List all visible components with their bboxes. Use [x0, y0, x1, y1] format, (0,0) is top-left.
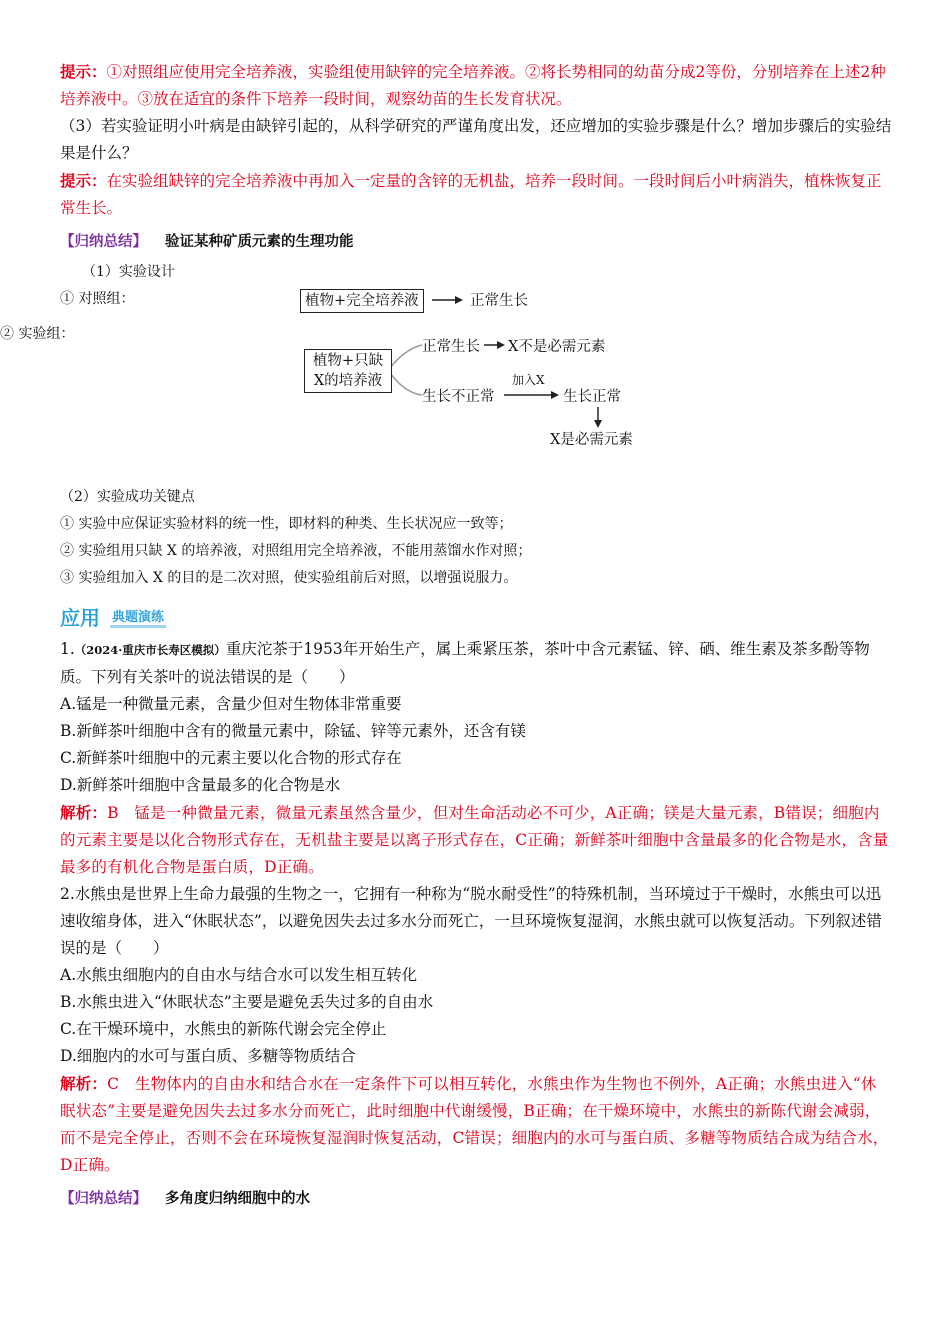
control-box: 植物+完全培养液 — [300, 289, 424, 313]
hint-text: 在实验组缺锌的完全培养液中再加入一定量的含锌的无机盐，培养一段时间。一段时间后小叶病消失，植株恢复正常生长。 — [60, 172, 882, 217]
summary-title: 多角度归纳细胞中的水 — [165, 1191, 310, 1207]
question-2-stem: 2.水熊虫是世界上生命力最强的生物之一，它拥有一种称为“脱水耐受性”的特殊机制，当环境过于干燥时，水熊虫可以迅速收缩身体，进入“休眠状态”，以避免因失去过多水分而死亡，一旦环境恢复湿润，水熊虫就可以恢复活动。下列叙述错误的是（ ） — [60, 885, 882, 957]
q2-option-c: C.在干燥环境中，水熊虫的新陈代谢会完全停止 — [60, 1020, 387, 1038]
q1-option-b: B.新鲜茶叶细胞中含有的微量元素中，除锰、锌等元素外，还含有镁 — [60, 722, 526, 740]
design-heading: （1）实验设计 — [82, 264, 175, 280]
summary-tag: 【归纳总结】 — [60, 234, 147, 250]
down-arrow-head — [594, 420, 602, 428]
q2-option-d: D.细胞内的水可与蛋白质、多糖等物质结合 — [60, 1047, 356, 1065]
keypoints-heading: （2）实验成功关键点 — [60, 489, 195, 505]
keypoint-3: ③ 实验组加入 X 的目的是二次对照，使实验组前后对照，以增强说服力。 — [60, 570, 518, 586]
hint-text: ①对照组应使用完全培养液，实验组使用缺锌的完全培养液。②将长势相同的幼苗分成2等份，分别培养在上述2种培养液中。③放在适宜的条件下培养一段时间，观察幼苗的生长发育状况。 — [60, 63, 886, 108]
add-x-label: 加入X — [512, 373, 545, 387]
q1-option-a: A.锰是一种微量元素，含量少但对生物体非常重要 — [60, 695, 402, 713]
application-banner — [60, 602, 892, 630]
branch-normal-result: X不是必需元素 — [508, 339, 606, 355]
q1-option-d: D.新鲜茶叶细胞中含量最多的化合物是水 — [60, 776, 341, 794]
q2-analysis — [60, 1070, 892, 1179]
summary-tag: 【归纳总结】 — [60, 1191, 147, 1207]
q1-source: （2024·重庆市长寿区模拟） — [74, 643, 226, 657]
q1-analysis — [60, 799, 892, 881]
q2-option-b: B.水熊虫进入“休眠状态”主要是避免丢失过多的自由水 — [60, 993, 434, 1011]
exp-box-line1: 植物+只缺 — [312, 353, 384, 369]
branch-lower-curve — [390, 373, 422, 395]
summary-heading — [60, 228, 892, 255]
hint-2 — [60, 167, 892, 222]
branch-abnormal: 生长不正常 — [422, 389, 495, 405]
question-1-stem — [60, 636, 892, 691]
exp-box-line2: X的培养液 — [313, 373, 383, 389]
banner-word: 应用 — [60, 606, 100, 630]
branch-normal: 正常生长 — [422, 339, 480, 355]
q1-number: 1. — [60, 640, 75, 658]
normal-arrow-head — [497, 341, 505, 349]
analysis-label: 解析： — [60, 803, 108, 822]
exp-box — [304, 349, 392, 393]
keypoint-2: ② 实验组用只缺 X 的培养液，对照组用完全培养液，不能用蒸馏水作对照； — [60, 543, 532, 559]
analysis-text: B 锰是一种微量元素，微量元素虽然含量少，但对生命活动必不可少，A正确；镁是大量元素，B错误；细胞内的元素主要是以化合物形式存在，无机盐主要是以离子形式存在，C正确；新鲜茶叶细胞中含量最多的化合物是水，含量最多的有机化合物是蛋白质，D正确。 — [60, 804, 889, 876]
hint-label: 提示： — [60, 62, 107, 81]
control-group-label: ① 对照组： — [60, 291, 135, 307]
page-content — [0, 58, 892, 1216]
summary-title: 验证某种矿质元素的生理功能 — [165, 234, 354, 250]
q1-option-c: C.新鲜茶叶细胞中的元素主要以化合物的形式存在 — [60, 749, 402, 767]
banner-sub: 典题演练 — [110, 606, 166, 628]
branch-upper-curve — [390, 345, 422, 368]
analysis-label: 解析： — [60, 1074, 108, 1093]
hint-label: 提示： — [60, 171, 107, 190]
add-x-arrow-head — [551, 391, 559, 399]
summary-heading-2 — [60, 1185, 892, 1212]
after-add-result: 生长正常 — [563, 389, 621, 405]
question-3: （3）若实验证明小叶病是由缺锌引起的，从科学研究的严谨角度出发，还应增加的实验步骤是什么？增加步骤后的实验结果是什么？ — [60, 117, 892, 162]
analysis-text: C 生物体内的自由水和结合水在一定条件下可以相互转化，水熊虫作为生物也不例外，A正确；水熊虫进入“休眠状态”主要是避免因失去过多水分而死亡，此时细胞中代谢缓慢，B正确；在干燥环境中，水熊虫的新陈代谢会减弱，而不是完全停止，否则不会在环境恢复湿润时恢复活动，C错误；细胞内的水可与蛋白质、多糖等物质结合成为结合水，D正确。 — [60, 1075, 889, 1174]
keypoint-1: ① 实验中应保证实验材料的统一性，即材料的种类、生长状况应一致等； — [60, 516, 513, 532]
q2-option-a: A.水熊虫细胞内的自由水与结合水可以发生相互转化 — [60, 966, 418, 984]
q1-text: 重庆沱茶于1953年开始生产，属上乘紧压茶，茶叶中含元素锰、锌、硒、维生素及茶多酚等物质。下列有关茶叶的说法错误的是（ ） — [60, 640, 870, 686]
hint-1 — [60, 58, 892, 113]
final-result: X是必需元素 — [550, 432, 633, 448]
control-result: 正常生长 — [470, 293, 528, 309]
exp-group-label: ② 实验组： — [0, 326, 75, 342]
